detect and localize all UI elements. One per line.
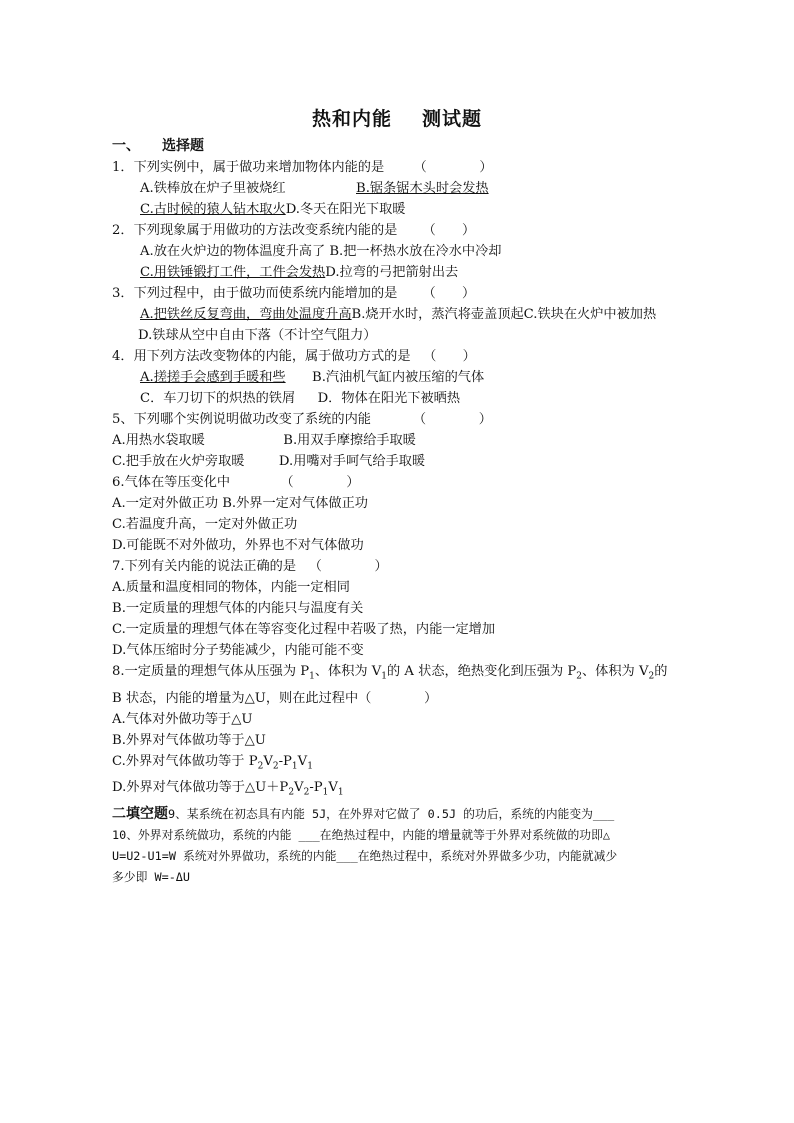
option-c: C.用铁锤锻打工件，工件会发热	[140, 265, 326, 280]
answer-blank: （ ）	[423, 349, 476, 364]
answer-blank: （ ）	[308, 559, 388, 574]
option-d: D．物体在阳光下被晒热	[317, 391, 461, 406]
question-1-stem: 1．下列实例中，属于做功来增加物体内能的是 （ ）	[112, 160, 493, 175]
question-5-options-ab	[112, 430, 684, 451]
option-b: B.锯条锯木头时会发热	[356, 181, 489, 196]
option-d: D.冬天在阳光下取暖	[285, 202, 406, 217]
question-5-options-cd	[112, 451, 684, 472]
option-d: D.铁球从空中自由下落（不计空气阻力）	[138, 328, 377, 343]
option-c: C．车刀切下的炽热的铁屑	[140, 391, 296, 406]
option-d: D.拉弯的弓把箭射出去	[325, 265, 459, 280]
question-8-option-a: A.气体对外做功等于△U	[112, 711, 253, 727]
question-7-option-a: A.质量和温度相同的物体，内能一定相同	[112, 580, 350, 595]
option-d: D.用嘴对手呵气给手取暖	[278, 454, 426, 469]
question-7-option-b: B.一定质量的理想气体的内能只与温度有关	[112, 601, 364, 616]
question-6-stem: 6.气体在等压变化中 （ ）	[112, 475, 360, 490]
answer-blank: （ ）	[412, 412, 492, 427]
question-8-option-c: C.外界对气体做功等于 $P_2V_2-P_1V_1$	[112, 753, 313, 772]
fill-in-question-10-line3: 多少即 W=-ΔU	[112, 869, 191, 884]
question-4-options-cd	[112, 388, 684, 409]
option-c: C.古时候的猿人钻木取火	[140, 202, 286, 217]
option-b: B.用双手摩擦给手取暖	[283, 433, 416, 448]
question-7-option-d: D.气体压缩时分子势能减少，内能可能不变	[112, 643, 364, 658]
option-b: B.汽油机气缸内被压缩的气体	[312, 370, 485, 385]
question-4-options-ab	[112, 367, 684, 388]
question-1-options-cd	[112, 199, 684, 220]
question-3-stem: 3．下列过程中，由于做功而使系统内能增加的是 （ ）	[112, 286, 476, 301]
section-heading-fill: 二填空题	[112, 805, 168, 822]
section-heading-choice: 一、 选择题	[112, 138, 204, 154]
answer-blank: （ ）	[280, 475, 360, 490]
option-a: A.搓搓手会感到手暖和些	[140, 370, 286, 385]
question-1-options-ab	[112, 178, 684, 199]
answer-blank: （ ）	[422, 223, 476, 238]
option-a: A.用热水袋取暖	[112, 433, 205, 448]
question-5-stem: 5、下列哪个实例说明做功改变了系统的内能 （ ）	[112, 412, 492, 427]
fill-in-question-10-line1: 10、外界对系统做功，系统的内能 ___在绝热过程中，内能的增量就等于外界对系统做的功即△	[112, 827, 611, 842]
question-3-options-d	[112, 325, 684, 346]
question-8-option-d: D.外界对气体做功等于$\triangle U+P_2V_2-P_1V_1$	[112, 780, 344, 798]
question-2-options-cd	[112, 262, 684, 283]
title-main: 热和内能	[311, 108, 392, 130]
question-3-options-abc	[112, 304, 684, 325]
fill-in-question-9: 二填空题9、某系统在初态具有内能 5J，在外界对它做了 0.5J 的功后，系统的内能变为___	[112, 805, 615, 822]
question-6-options-ab: A.一定对外做正功 B.外界一定对气体做正功	[112, 496, 368, 511]
question-7-stem: 7.下列有关内能的说法正确的是 （ ）	[112, 559, 388, 574]
question-8-option-b: B.外界对气体做功等于△U	[112, 732, 266, 748]
question-6-option-d: D.可能既不对外做功，外界也不对气体做功	[112, 538, 364, 553]
option-c: C.把手放在火炉旁取暖	[112, 454, 245, 469]
question-7-option-c: C.一定质量的理想气体在等容变化过程中若吸了热，内能一定增加	[112, 622, 496, 637]
question-2-stem: 2．下列现象属于用做功的方法改变系统内能的是 （ ）	[112, 223, 476, 238]
question-8-stem-line2: B 状态，内能的增量为△U，则在此过程中（ ）	[112, 690, 438, 706]
document-body	[112, 136, 684, 888]
option-a: A.铁棒放在炉子里被烧红	[140, 181, 286, 196]
option-a: A.把铁丝反复弯曲，弯曲处温度升高	[140, 307, 352, 322]
fill-in-question-10-line2: U=U2-U1=W 系统对外界做功，系统的内能___在绝热过程中，系统对外界做多少功，内能就减少	[112, 848, 618, 863]
option-bc: B.烧开水时，蒸汽将壶盖顶起C.铁块在火炉中被加热	[351, 307, 657, 322]
answer-blank: （ ）	[422, 286, 476, 301]
question-8-stem-line1: 8.一定质量的理想气体从压强为 $P_1$、体积为 $V_1$的 A 状态，绝热变化到压强为 $P_2$、体积为 $V_2$的	[112, 664, 668, 682]
question-6-option-c: C.若温度升高，一定对外做正功	[112, 517, 298, 532]
title-sub: 测试题	[422, 108, 483, 130]
answer-blank: （ ）	[413, 160, 493, 175]
question-4-stem: 4．用下列方法改变物体的内能，属于做功方式的是 （ ）	[112, 349, 476, 364]
question-2-options-ab: A.放在火炉边的物体温度升高了 B.把一杯热水放在冷水中冷却	[140, 244, 502, 259]
page-title	[0, 104, 794, 131]
